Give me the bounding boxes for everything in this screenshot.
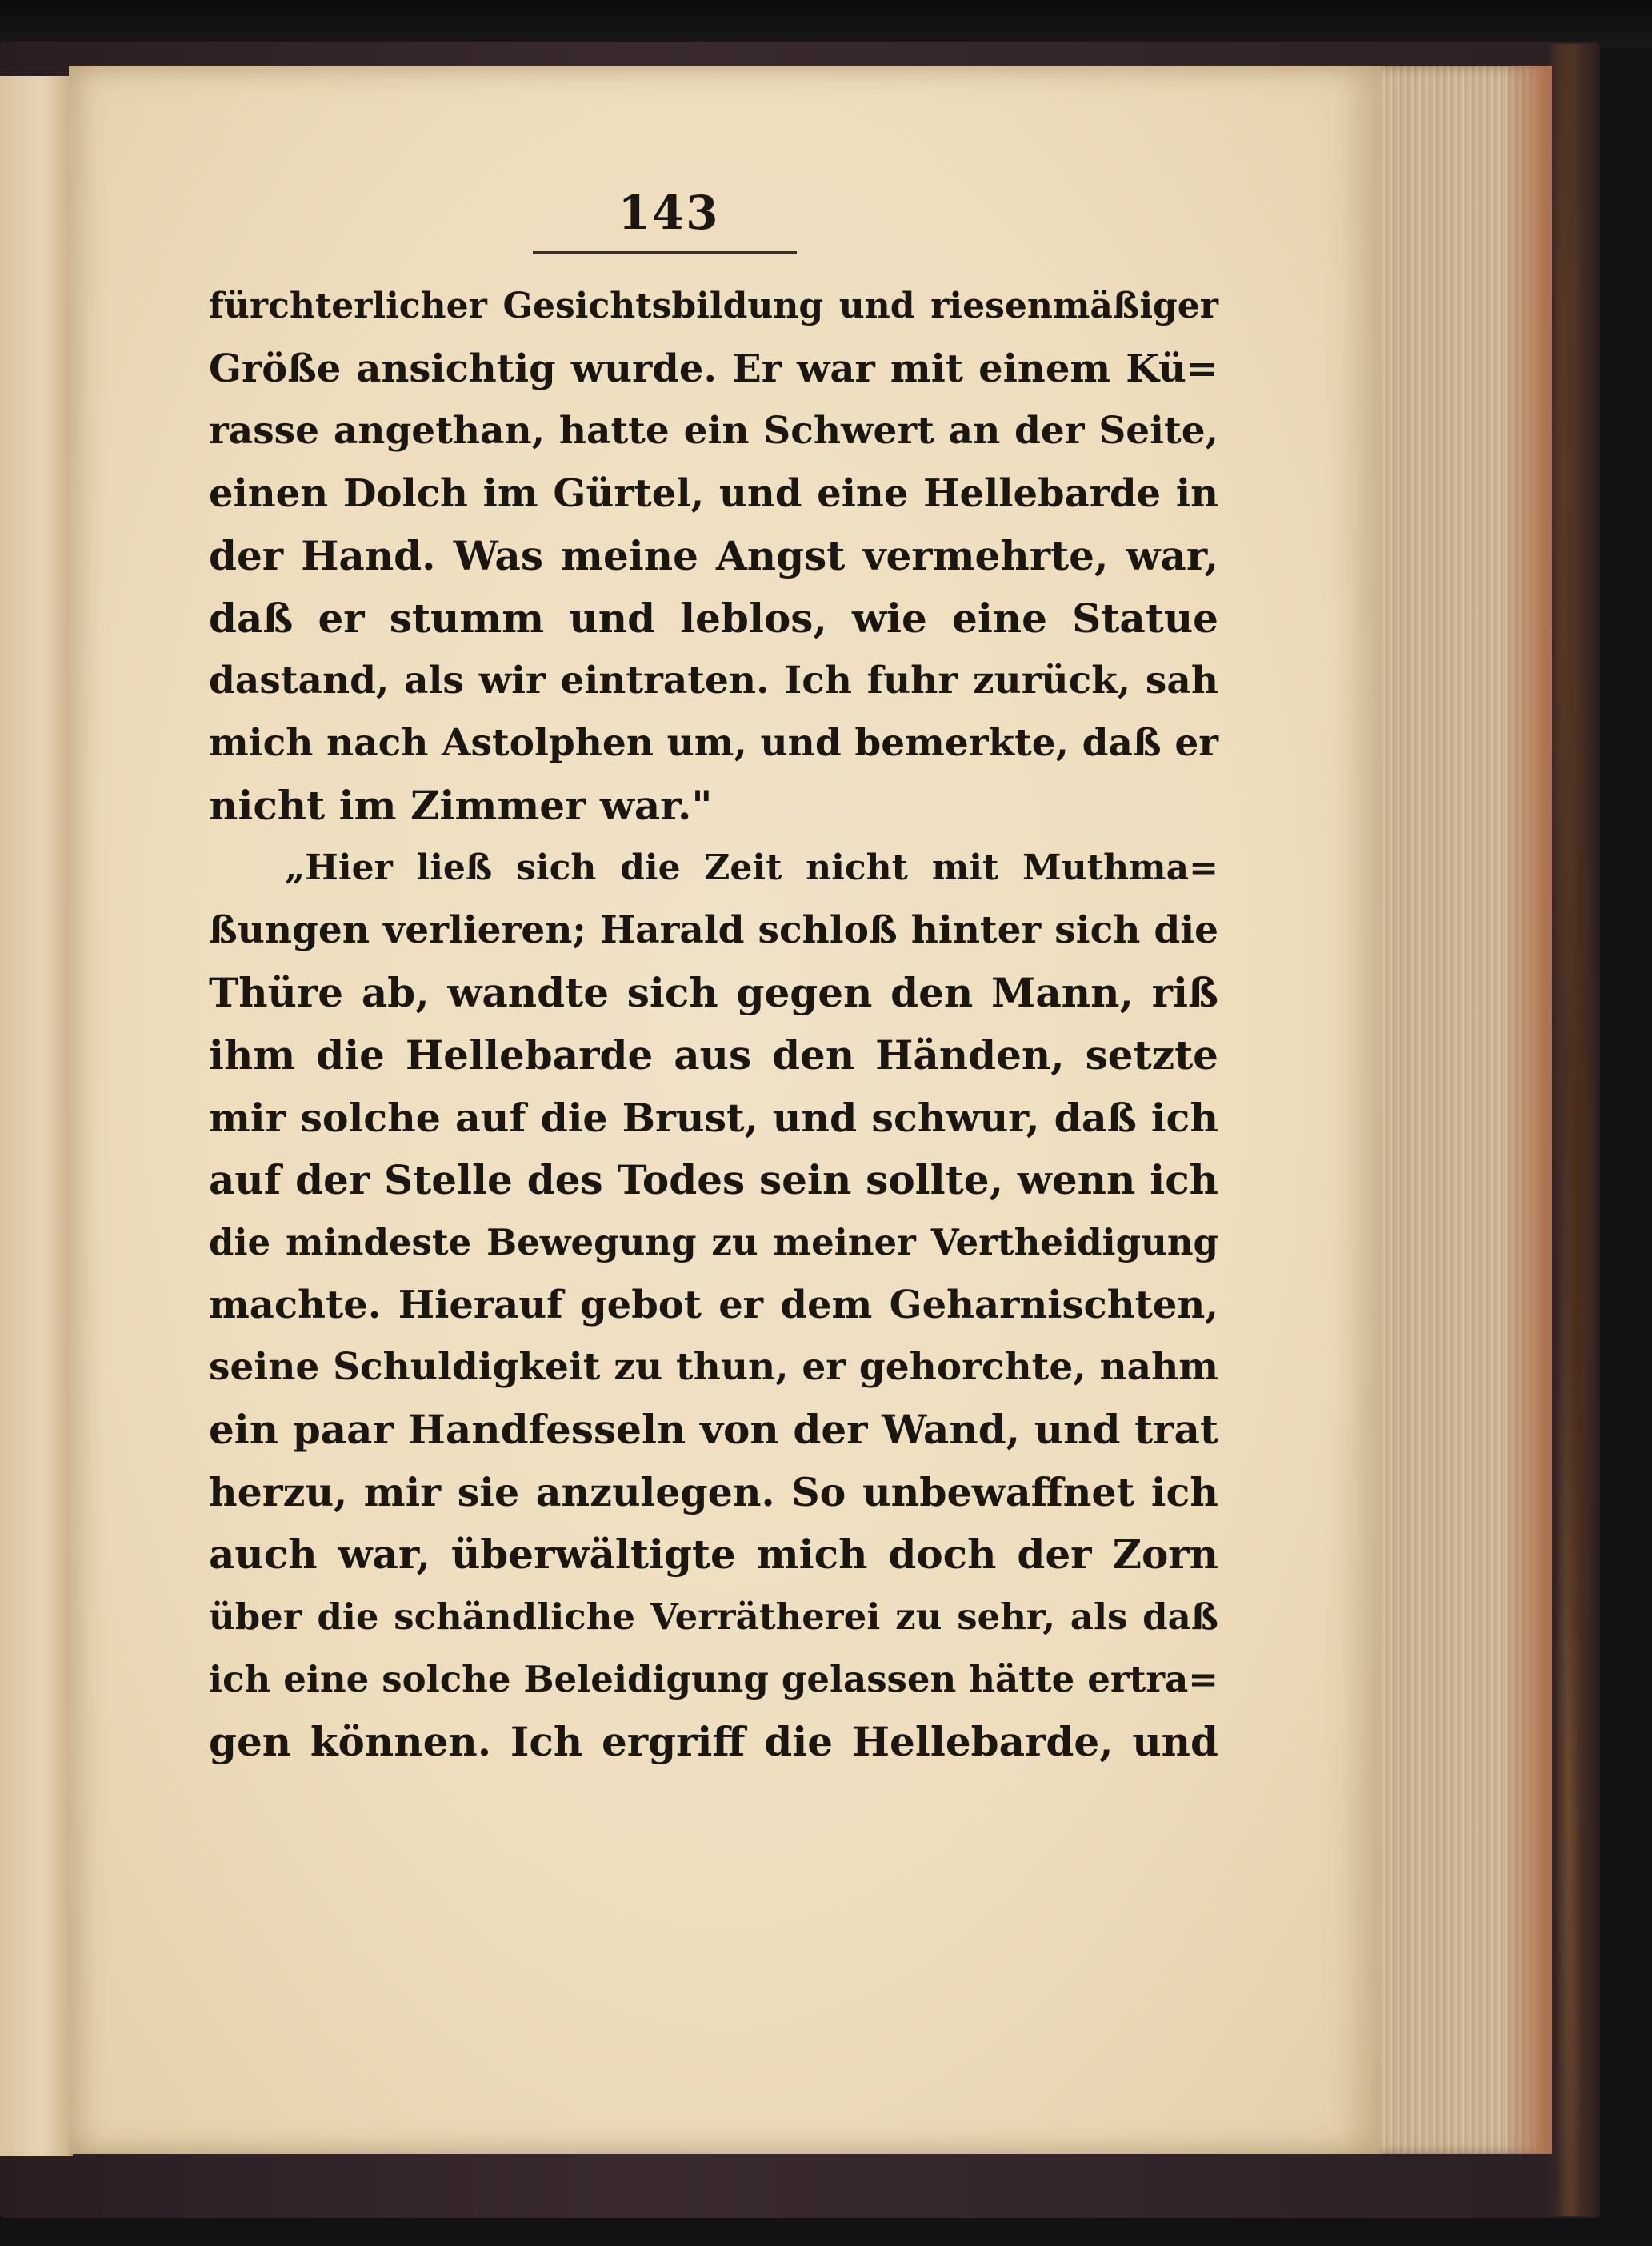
- text-line: auf der Stelle des Todes sein sollte, wenn ich: [209, 1156, 1218, 1203]
- text-line: „Hier ließ sich die Zeit nicht mit Muthma=: [285, 847, 1218, 888]
- text-line: mir solche auf die Brust, und schwur, daß ich: [209, 1095, 1218, 1141]
- left-page-edge: [0, 76, 73, 2156]
- text-line: machte. Hierauf gebot er dem Geharnischten,: [209, 1283, 1218, 1327]
- text-line: ich eine solche Beleidigung gelassen hätte ertra=: [209, 1658, 1218, 1700]
- text-line: herzu, mir sie anzulegen. So unbewaffnet ich: [209, 1469, 1218, 1515]
- text-line: der Hand. Was meine Angst vermehrte, war,: [209, 532, 1218, 579]
- marbled-cover-edge: [1548, 44, 1600, 2216]
- text-line: ihm die Hellebarde aus den Händen, setzte: [209, 1031, 1218, 1079]
- header-rule: [533, 251, 797, 254]
- text-line: rasse angethan, hatte ein Schwert an der Seite,: [209, 409, 1218, 453]
- text-line: nicht im Zimmer war.": [209, 782, 713, 829]
- text-line: über die schändliche Verrätherei zu sehr, als daß: [209, 1595, 1218, 1638]
- text-line: dastand, als wir eintraten. Ich fuhr zurück, sah: [209, 659, 1218, 703]
- scan-background: [0, 0, 1652, 48]
- book-page: [69, 66, 1381, 2154]
- text-line: gen können. Ich ergriff die Hellebarde, und: [209, 1718, 1218, 1765]
- page-number: 143: [618, 186, 720, 240]
- text-line: seine Schuldigkeit zu thun, er gehorchte, nahm: [209, 1345, 1218, 1389]
- text-line: ein paar Handfesseln von der Wand, und trat: [209, 1406, 1218, 1453]
- text-line: auch war, überwältigte mich doch der Zorn: [209, 1531, 1218, 1578]
- text-line: Größe ansichtig wurde. Er war mit einem Kü=: [209, 346, 1218, 391]
- text-line: einen Dolch im Gürtel, und eine Hellebarde in: [209, 471, 1218, 516]
- text-line: fürchterlicher Gesichtsbildung und riesenmäßiger: [209, 286, 1218, 326]
- text-line: Thüre ab, wandte sich gegen den Mann, riß: [209, 969, 1218, 1016]
- text-line: ßungen verlieren; Harald schloß hinter sich die: [209, 908, 1218, 952]
- body-text: [209, 275, 1218, 1773]
- page-block-edges: [1360, 66, 1552, 2154]
- text-line: mich nach Astolphen um, und bemerkte, daß er: [209, 721, 1218, 765]
- text-line: daß er stumm und leblos, wie eine Statue: [209, 595, 1218, 642]
- text-line: die mindeste Bewegung zu meiner Vertheidigung: [209, 1221, 1218, 1263]
